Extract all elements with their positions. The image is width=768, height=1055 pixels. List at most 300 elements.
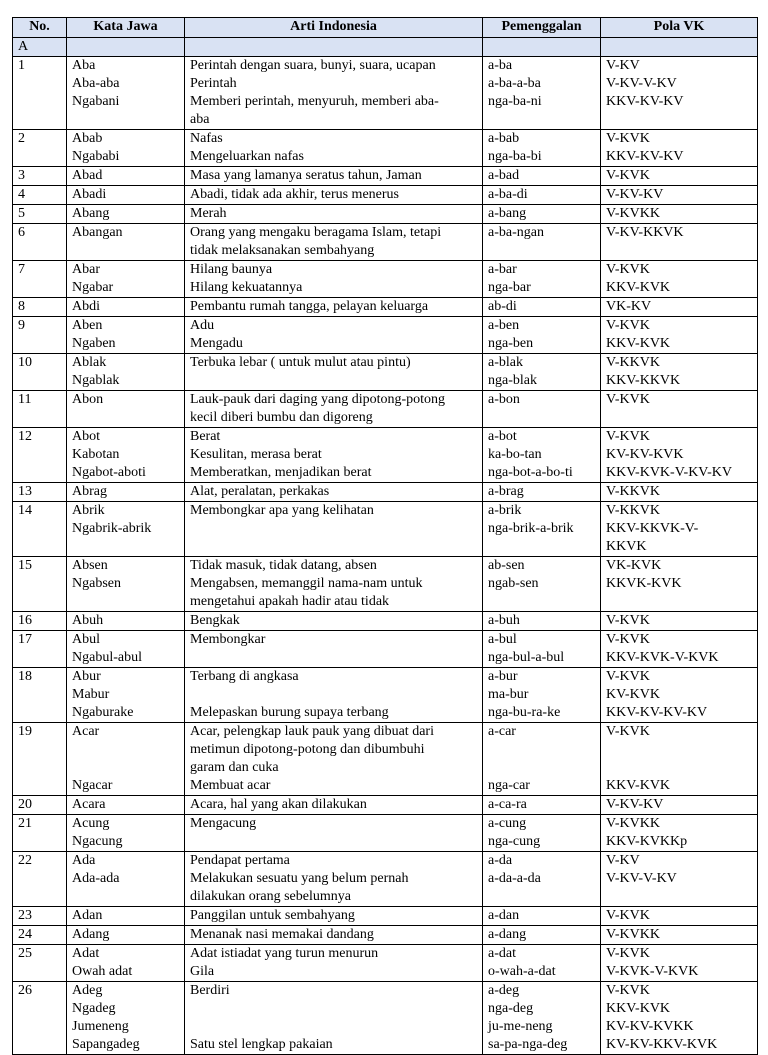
pola-vk-line: V-KKVK bbox=[606, 355, 660, 370]
pemenggalan-line: a-blak bbox=[488, 355, 523, 370]
pemenggalan-line: nga-bu-ra-ke bbox=[488, 705, 561, 720]
entry-number: 17 bbox=[13, 631, 67, 668]
arti-indonesia-line: Acara, hal yang akan dilakukan bbox=[190, 797, 367, 812]
pola-vk-cell bbox=[601, 57, 758, 130]
kata-jawa-cell bbox=[67, 205, 185, 224]
pemenggalan-line: nga-ben bbox=[488, 336, 534, 351]
arti-indonesia-line: Mengacung bbox=[190, 816, 257, 831]
pemenggalan-cell bbox=[483, 631, 601, 668]
pola-vk-line: KKV-KKVK-V- bbox=[606, 521, 699, 536]
kata-jawa-line: Abot bbox=[72, 429, 100, 444]
pemenggalan-line bbox=[488, 741, 595, 759]
pemenggalan-cell bbox=[483, 557, 601, 612]
kata-jawa-cell bbox=[67, 668, 185, 723]
pola-vk-line: V-KVK bbox=[606, 392, 650, 407]
pola-vk-cell bbox=[601, 815, 758, 852]
pemenggalan-cell bbox=[483, 298, 601, 317]
arti-indonesia-line: Pembantu rumah tangga, pelayan keluarga bbox=[190, 299, 429, 314]
entry-number: 7 bbox=[13, 261, 67, 298]
kata-jawa-line: Ngabul-abul bbox=[72, 650, 142, 665]
table-row bbox=[13, 261, 758, 298]
pola-vk-cell bbox=[601, 723, 758, 796]
pemenggalan-line: a-bul bbox=[488, 632, 517, 647]
pemenggalan-line: nga-car bbox=[488, 778, 530, 793]
arti-indonesia-line: Mengadu bbox=[190, 336, 243, 351]
arti-indonesia-line: Satu stel lengkap pakaian bbox=[190, 1037, 333, 1052]
arti-indonesia-line: Tidak masuk, tidak datang, absen bbox=[190, 558, 377, 573]
pola-vk-cell bbox=[601, 612, 758, 631]
pola-vk-line: V-KV-KKVK bbox=[606, 225, 684, 240]
arti-cell bbox=[185, 723, 483, 796]
header-pemenggalan: Pemenggalan bbox=[483, 18, 601, 38]
pola-vk-cell bbox=[601, 167, 758, 186]
kata-jawa-line: Abar bbox=[72, 262, 100, 277]
pemenggalan-line: nga-ba-bi bbox=[488, 149, 542, 164]
pemenggalan-line: ab-di bbox=[488, 299, 517, 314]
arti-cell bbox=[185, 391, 483, 428]
kata-jawa-line: Ngacar bbox=[72, 778, 113, 793]
table-row bbox=[13, 483, 758, 502]
table-row bbox=[13, 317, 758, 354]
entry-number: 10 bbox=[13, 354, 67, 391]
table-row bbox=[13, 354, 758, 391]
kata-jawa-line bbox=[72, 409, 179, 427]
entry-number: 21 bbox=[13, 815, 67, 852]
pola-vk-line: V-KVKK bbox=[606, 927, 660, 942]
kata-jawa-line: Acara bbox=[72, 797, 106, 812]
pola-vk-cell bbox=[601, 852, 758, 907]
pemenggalan-line: a-brag bbox=[488, 484, 524, 499]
entry-number: 4 bbox=[13, 186, 67, 205]
pemenggalan-cell bbox=[483, 186, 601, 205]
pemenggalan-cell bbox=[483, 167, 601, 186]
pemenggalan-line bbox=[488, 888, 595, 906]
arti-indonesia-line: Abadi, tidak ada akhir, terus menerus bbox=[190, 187, 399, 202]
pemenggalan-cell bbox=[483, 815, 601, 852]
pemenggalan-line: o-wah-a-dat bbox=[488, 964, 556, 979]
kata-jawa-line: Mabur bbox=[72, 687, 110, 702]
table-row bbox=[13, 852, 758, 907]
arti-indonesia-line: Berat bbox=[190, 429, 221, 444]
pemenggalan-cell bbox=[483, 261, 601, 298]
pemenggalan-line: a-bab bbox=[488, 131, 520, 146]
arti-indonesia-line: kecil diberi bumbu dan digoreng bbox=[190, 410, 373, 425]
pola-vk-line: KKV-KVK bbox=[606, 336, 671, 351]
entry-number: 1 bbox=[13, 57, 67, 130]
pemenggalan-line: ab-sen bbox=[488, 558, 525, 573]
arti-cell bbox=[185, 428, 483, 483]
pemenggalan-line bbox=[488, 409, 595, 427]
kata-jawa-line: Acung bbox=[72, 816, 110, 831]
pola-vk-line: KKV-KVK-V-KVK bbox=[606, 650, 719, 665]
kata-jawa-line: Sapangadeg bbox=[72, 1037, 140, 1052]
pemenggalan-line: nga-cung bbox=[488, 834, 541, 849]
entry-number: 5 bbox=[13, 205, 67, 224]
pola-vk-cell bbox=[601, 926, 758, 945]
pola-vk-line bbox=[606, 409, 752, 427]
entry-number: 24 bbox=[13, 926, 67, 945]
arti-cell bbox=[185, 907, 483, 926]
entry-number: 9 bbox=[13, 317, 67, 354]
kata-jawa-cell bbox=[67, 796, 185, 815]
kata-jawa-line: Owah adat bbox=[72, 964, 133, 979]
pola-vk-line: V-KVK bbox=[606, 632, 650, 647]
table-row bbox=[13, 945, 758, 982]
entry-number: 23 bbox=[13, 907, 67, 926]
pola-vk-cell bbox=[601, 483, 758, 502]
pola-vk-line: V-KV-V-KV bbox=[606, 76, 677, 91]
pemenggalan-line: a-car bbox=[488, 724, 516, 739]
pemenggalan-line: a-ba-ngan bbox=[488, 225, 544, 240]
arti-indonesia-line: Mengabsen, memanggil nama-nam untuk bbox=[190, 576, 423, 591]
pemenggalan-line: nga-bot-a-bo-ti bbox=[488, 465, 573, 480]
arti-indonesia-line: mengetahui apakah hadir atau tidak bbox=[190, 594, 390, 609]
pemenggalan-cell bbox=[483, 612, 601, 631]
pola-vk-line: KKV-KV-KV-KV bbox=[606, 705, 708, 720]
kata-jawa-line: Absen bbox=[72, 558, 108, 573]
pola-vk-line: KKV-KKVK bbox=[606, 373, 681, 388]
pemenggalan-line: a-dat bbox=[488, 946, 516, 961]
kata-jawa-line bbox=[72, 759, 179, 777]
kata-jawa-cell bbox=[67, 907, 185, 926]
kata-jawa-line: Adat bbox=[72, 946, 100, 961]
arti-indonesia-line: Kesulitan, merasa berat bbox=[190, 447, 322, 462]
pemenggalan-line: nga-brik-a-brik bbox=[488, 521, 574, 536]
kata-jawa-line: Abab bbox=[72, 131, 103, 146]
pemenggalan-line: nga-ba-ni bbox=[488, 94, 542, 109]
arti-indonesia-line: Berdiri bbox=[190, 983, 230, 998]
kata-jawa-cell bbox=[67, 945, 185, 982]
kata-jawa-line: Kabotan bbox=[72, 447, 120, 462]
pemenggalan-line: a-bur bbox=[488, 669, 518, 684]
pola-vk-line: KKV-KVK bbox=[606, 778, 671, 793]
arti-indonesia-line: metimun dipotong-potong dan dibumbuhi bbox=[190, 742, 425, 757]
kata-jawa-line: Abdi bbox=[72, 299, 100, 314]
arti-indonesia-line bbox=[190, 1000, 477, 1018]
pola-vk-line: V-KVK bbox=[606, 908, 650, 923]
arti-indonesia-line bbox=[190, 1018, 477, 1036]
pemenggalan-cell bbox=[483, 130, 601, 167]
arti-indonesia-line: Adu bbox=[190, 318, 215, 333]
table-row bbox=[13, 57, 758, 130]
arti-cell bbox=[185, 167, 483, 186]
pemenggalan-line: a-bar bbox=[488, 262, 517, 277]
pola-vk-line: KKVK-KVK bbox=[606, 576, 682, 591]
pemenggalan-line: a-cung bbox=[488, 816, 527, 831]
pola-vk-line: VK-KVK bbox=[606, 558, 662, 573]
table-body bbox=[13, 38, 758, 1055]
pola-vk-line: V-KKVK bbox=[606, 503, 660, 518]
pola-vk-line: V-KV bbox=[606, 58, 640, 73]
entry-number: 18 bbox=[13, 668, 67, 723]
kata-jawa-cell bbox=[67, 57, 185, 130]
pola-vk-line: KKV-KVK bbox=[606, 280, 671, 295]
pemenggalan-line: a-dang bbox=[488, 927, 527, 942]
pemenggalan-line: nga-bul-a-bul bbox=[488, 650, 565, 665]
arti-indonesia-line: Orang yang mengaku beragama Islam, tetapi bbox=[190, 225, 442, 240]
table-row bbox=[13, 907, 758, 926]
arti-cell bbox=[185, 130, 483, 167]
kata-jawa-line: Abur bbox=[72, 669, 101, 684]
arti-indonesia-line: Mengeluarkan nafas bbox=[190, 149, 304, 164]
kata-jawa-line: Abrag bbox=[72, 484, 107, 499]
kata-jawa-cell bbox=[67, 428, 185, 483]
pemenggalan-cell bbox=[483, 57, 601, 130]
arti-indonesia-line: Gila bbox=[190, 964, 215, 979]
pola-vk-line: V-KV-KV bbox=[606, 187, 664, 202]
pola-vk-cell bbox=[601, 317, 758, 354]
pola-vk-cell bbox=[601, 186, 758, 205]
pola-vk-cell bbox=[601, 391, 758, 428]
arti-indonesia-line: Perintah bbox=[190, 76, 237, 91]
pemenggalan-line: a-bot bbox=[488, 429, 517, 444]
entry-number: 19 bbox=[13, 723, 67, 796]
pola-vk-line: V-KVK bbox=[606, 724, 650, 739]
arti-indonesia-line: Adat istiadat yang turun menurun bbox=[190, 946, 379, 961]
arti-indonesia-line: Alat, peralatan, perkakas bbox=[190, 484, 330, 499]
pola-vk-line: V-KVK bbox=[606, 131, 650, 146]
pemenggalan-line: a-dan bbox=[488, 908, 520, 923]
arti-cell bbox=[185, 945, 483, 982]
arti-cell bbox=[185, 668, 483, 723]
kata-jawa-line: Adang bbox=[72, 927, 110, 942]
kata-jawa-cell bbox=[67, 167, 185, 186]
kata-jawa-cell bbox=[67, 298, 185, 317]
table-row bbox=[13, 298, 758, 317]
pemenggalan-line: a-bon bbox=[488, 392, 520, 407]
arti-indonesia-line: Nafas bbox=[190, 131, 223, 146]
entry-number: 26 bbox=[13, 982, 67, 1055]
kata-jawa-cell bbox=[67, 926, 185, 945]
table-row bbox=[13, 167, 758, 186]
entry-number: 16 bbox=[13, 612, 67, 631]
arti-indonesia-line: garam dan cuka bbox=[190, 760, 279, 775]
table-row bbox=[13, 796, 758, 815]
entry-number: 3 bbox=[13, 167, 67, 186]
kata-jawa-cell bbox=[67, 612, 185, 631]
pola-vk-cell bbox=[601, 668, 758, 723]
pola-vk-line: KKV-KV-KV bbox=[606, 94, 684, 109]
table-row bbox=[13, 723, 758, 796]
pemenggalan-cell bbox=[483, 926, 601, 945]
kata-jawa-cell bbox=[67, 723, 185, 796]
table-row bbox=[13, 557, 758, 612]
arti-cell bbox=[185, 631, 483, 668]
pola-vk-line: V-KVKK bbox=[606, 816, 660, 831]
pemenggalan-line: a-ca-ra bbox=[488, 797, 527, 812]
pemenggalan-line: a-bad bbox=[488, 168, 520, 183]
kata-jawa-line: Aba bbox=[72, 58, 96, 73]
pola-vk-cell bbox=[601, 298, 758, 317]
pola-vk-line bbox=[606, 741, 752, 759]
kata-jawa-line: Abrik bbox=[72, 503, 105, 518]
arti-indonesia-line: Membongkar apa yang kelihatan bbox=[190, 503, 374, 518]
pemenggalan-line bbox=[488, 538, 595, 556]
kata-jawa-line: Ngababi bbox=[72, 149, 120, 164]
table-row bbox=[13, 205, 758, 224]
pemenggalan-cell bbox=[483, 317, 601, 354]
kata-jawa-line: Ngabani bbox=[72, 94, 120, 109]
arti-cell bbox=[185, 57, 483, 130]
pola-vk-cell bbox=[601, 224, 758, 261]
pemenggalan-line: a-ba-a-ba bbox=[488, 76, 541, 91]
arti-indonesia-line: Membuat acar bbox=[190, 778, 271, 793]
section-letter: A bbox=[13, 38, 67, 57]
pola-vk-cell bbox=[601, 557, 758, 612]
entry-number: 22 bbox=[13, 852, 67, 907]
entry-number: 14 bbox=[13, 502, 67, 557]
kata-jawa-line: Ablak bbox=[72, 355, 107, 370]
pemenggalan-cell bbox=[483, 428, 601, 483]
pola-vk-cell bbox=[601, 354, 758, 391]
pemenggalan-cell bbox=[483, 668, 601, 723]
pola-vk-line: V-KVK bbox=[606, 262, 650, 277]
arti-indonesia-line: tidak melaksanakan sembahyang bbox=[190, 243, 375, 258]
pola-vk-line: V-KKVK bbox=[606, 484, 660, 499]
section-row bbox=[13, 38, 758, 57]
kata-jawa-line bbox=[72, 242, 179, 260]
pemenggalan-line: nga-bar bbox=[488, 280, 531, 295]
pemenggalan-line: a-bang bbox=[488, 206, 527, 221]
arti-indonesia-line: Menanak nasi memakai dandang bbox=[190, 927, 374, 942]
kata-jawa-line bbox=[72, 111, 179, 129]
pemenggalan-cell bbox=[483, 502, 601, 557]
kata-jawa-line bbox=[72, 593, 179, 611]
arti-indonesia-line: Lauk-pauk dari daging yang dipotong-potong bbox=[190, 392, 446, 407]
pola-vk-line: V-KV-V-KV bbox=[606, 871, 677, 886]
arti-indonesia-line: Melepaskan burung supaya terbang bbox=[190, 705, 389, 720]
kata-jawa-line: Abangan bbox=[72, 225, 123, 240]
pemenggalan-line bbox=[488, 242, 595, 260]
kata-jawa-cell bbox=[67, 852, 185, 907]
table-row bbox=[13, 631, 758, 668]
kata-jawa-line: Adeg bbox=[72, 983, 103, 998]
pola-vk-line: V-KVK bbox=[606, 429, 650, 444]
pemenggalan-line: a-brik bbox=[488, 503, 522, 518]
kata-jawa-line: Ngadeg bbox=[72, 1001, 116, 1016]
arti-indonesia-line: Acar, pelengkap lauk pauk yang dibuat dari bbox=[190, 724, 434, 739]
pola-vk-line: KV-KVK bbox=[606, 687, 660, 702]
arti-cell bbox=[185, 796, 483, 815]
kata-jawa-cell bbox=[67, 391, 185, 428]
pemenggalan-line: a-da-a-da bbox=[488, 871, 541, 886]
arti-indonesia-line: Membongkar bbox=[190, 632, 266, 647]
pola-vk-line: V-KV-KV bbox=[606, 797, 664, 812]
arti-indonesia-line: Merah bbox=[190, 206, 227, 221]
arti-cell bbox=[185, 926, 483, 945]
kata-jawa-cell bbox=[67, 815, 185, 852]
pemenggalan-line: ka-bo-tan bbox=[488, 447, 542, 462]
pemenggalan-cell bbox=[483, 852, 601, 907]
pemenggalan-line: nga-blak bbox=[488, 373, 537, 388]
kata-jawa-line: Ngaben bbox=[72, 336, 116, 351]
arti-cell bbox=[185, 317, 483, 354]
pola-vk-line: KV-KV-KVK bbox=[606, 447, 684, 462]
pemenggalan-cell bbox=[483, 391, 601, 428]
pemenggalan-cell bbox=[483, 945, 601, 982]
kata-jawa-line: Ngablak bbox=[72, 373, 120, 388]
kata-jawa-cell bbox=[67, 982, 185, 1055]
arti-indonesia-line: aba bbox=[190, 112, 210, 127]
arti-indonesia-line bbox=[190, 686, 477, 704]
table-row bbox=[13, 982, 758, 1055]
pola-vk-line: KV-KV-KKV-KVK bbox=[606, 1037, 718, 1052]
kata-jawa-line: Jumeneng bbox=[72, 1019, 129, 1034]
arti-indonesia-line: Memberi perintah, menyuruh, memberi aba- bbox=[190, 94, 439, 109]
pola-vk-line bbox=[606, 242, 752, 260]
entry-number: 20 bbox=[13, 796, 67, 815]
pemenggalan-line: ma-bur bbox=[488, 687, 529, 702]
arti-cell bbox=[185, 502, 483, 557]
pola-vk-cell bbox=[601, 130, 758, 167]
pola-vk-line: V-KVK-V-KVK bbox=[606, 964, 699, 979]
arti-indonesia-line bbox=[190, 649, 477, 667]
pola-vk-cell bbox=[601, 907, 758, 926]
kata-jawa-line: Aben bbox=[72, 318, 103, 333]
arti-indonesia-line: Terbang di angkasa bbox=[190, 669, 299, 684]
kata-jawa-cell bbox=[67, 224, 185, 261]
pola-vk-line: V-KVK bbox=[606, 168, 650, 183]
pemenggalan-cell bbox=[483, 483, 601, 502]
table-row bbox=[13, 926, 758, 945]
kata-jawa-line: Abon bbox=[72, 392, 104, 407]
pemenggalan-line: a-buh bbox=[488, 613, 520, 628]
entry-number: 25 bbox=[13, 945, 67, 982]
arti-indonesia-line: Terbuka lebar ( untuk mulut atau pintu) bbox=[190, 355, 411, 370]
table-row bbox=[13, 186, 758, 205]
arti-cell bbox=[185, 612, 483, 631]
pola-vk-line bbox=[606, 888, 752, 906]
header-no: No. bbox=[13, 18, 67, 38]
pemenggalan-line bbox=[488, 593, 595, 611]
pola-vk-line: V-KVK bbox=[606, 613, 650, 628]
header-pola-vk: Pola VK bbox=[601, 18, 758, 38]
pemenggalan-cell bbox=[483, 224, 601, 261]
arti-indonesia-line: Hilang kekuatannya bbox=[190, 280, 303, 295]
pola-vk-line: KKV-KV-KV bbox=[606, 149, 684, 164]
arti-cell bbox=[185, 298, 483, 317]
arti-indonesia-line: Perintah dengan suara, bunyi, suara, ucapan bbox=[190, 58, 436, 73]
arti-cell bbox=[185, 261, 483, 298]
arti-cell bbox=[185, 815, 483, 852]
arti-cell bbox=[185, 224, 483, 261]
pola-vk-line: V-KVK bbox=[606, 983, 650, 998]
pemenggalan-line: a-ba-di bbox=[488, 187, 528, 202]
arti-indonesia-line bbox=[190, 520, 477, 538]
pola-vk-line: KKV-KVKKp bbox=[606, 834, 688, 849]
pola-vk-line: KV-KV-KVKK bbox=[606, 1019, 694, 1034]
pemenggalan-cell bbox=[483, 723, 601, 796]
header-kata-jawa: Kata Jawa bbox=[67, 18, 185, 38]
pemenggalan-line: nga-deg bbox=[488, 1001, 534, 1016]
pemenggalan-line: ju-me-neng bbox=[488, 1019, 553, 1034]
pemenggalan-line: sa-pa-nga-deg bbox=[488, 1037, 568, 1052]
table-row bbox=[13, 612, 758, 631]
kata-jawa-line: Abad bbox=[72, 168, 103, 183]
kata-jawa-line: Ada bbox=[72, 853, 96, 868]
pola-vk-cell bbox=[601, 428, 758, 483]
arti-indonesia-line: Masa yang lamanya seratus tahun, Jaman bbox=[190, 168, 422, 183]
pemenggalan-cell bbox=[483, 354, 601, 391]
arti-cell bbox=[185, 186, 483, 205]
kata-jawa-line bbox=[72, 538, 179, 556]
pemenggalan-cell bbox=[483, 796, 601, 815]
pola-vk-cell bbox=[601, 982, 758, 1055]
pola-vk-line: KKVK bbox=[606, 539, 647, 554]
kata-jawa-line: Acar bbox=[72, 724, 100, 739]
pemenggalan-cell bbox=[483, 907, 601, 926]
pola-vk-line: V-KVK bbox=[606, 669, 650, 684]
